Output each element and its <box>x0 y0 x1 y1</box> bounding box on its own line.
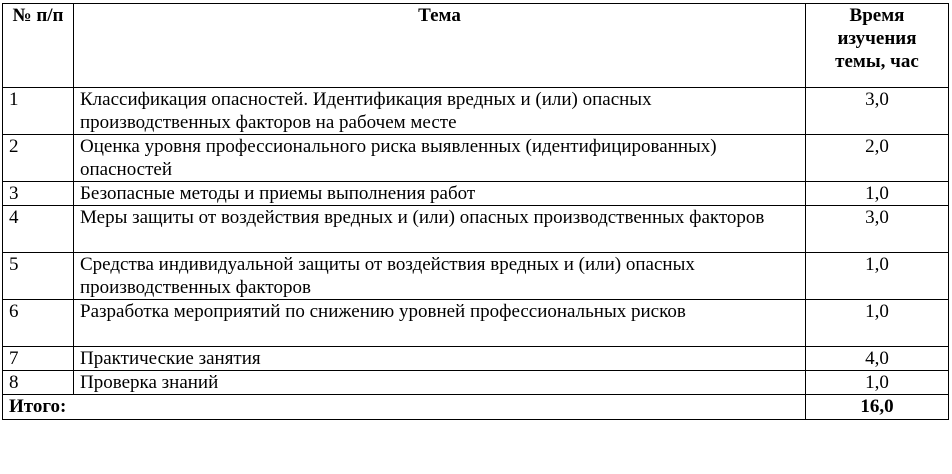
table-header-row <box>3 4 949 88</box>
total-row <box>3 395 949 420</box>
total-label: Итого: <box>3 395 806 420</box>
curriculum-table <box>2 3 949 420</box>
table-row <box>3 206 949 253</box>
row-time: 3,0 <box>806 88 949 135</box>
row-number: 4 <box>3 206 74 253</box>
row-topic: Оценка уровня профессионального риска выявленных (идентифицированных) опасностей <box>74 135 806 182</box>
row-time: 1,0 <box>806 371 949 395</box>
table-row <box>3 371 949 395</box>
header-topic: Тема <box>74 4 806 88</box>
table-row <box>3 88 949 135</box>
row-topic: Проверка знаний <box>74 371 806 395</box>
row-number: 5 <box>3 253 74 300</box>
row-number: 1 <box>3 88 74 135</box>
header-time: Время изучения темы, час <box>806 4 949 88</box>
table-row <box>3 300 949 347</box>
row-topic: Безопасные методы и приемы выполнения работ <box>74 182 806 206</box>
row-time: 3,0 <box>806 206 949 253</box>
row-number: 7 <box>3 347 74 371</box>
table-row <box>3 135 949 182</box>
row-number: 8 <box>3 371 74 395</box>
row-time: 4,0 <box>806 347 949 371</box>
row-number: 6 <box>3 300 74 347</box>
row-time: 2,0 <box>806 135 949 182</box>
table-row <box>3 182 949 206</box>
table-row <box>3 347 949 371</box>
row-topic: Средства индивидуальной защиты от воздействия вредных и (или) опасных производственных факторов <box>74 253 806 300</box>
row-time: 1,0 <box>806 300 949 347</box>
row-time: 1,0 <box>806 253 949 300</box>
table-row <box>3 253 949 300</box>
row-number: 3 <box>3 182 74 206</box>
row-topic: Классификация опасностей. Идентификация вредных и (или) опасных производственных факторов на рабочем месте <box>74 88 806 135</box>
total-value: 16,0 <box>806 395 949 420</box>
row-topic: Практические занятия <box>74 347 806 371</box>
row-topic: Разработка мероприятий по снижению уровней профессиональных рисков <box>74 300 806 347</box>
row-topic: Меры защиты от воздействия вредных и (или) опасных производственных факторов <box>74 206 806 253</box>
row-time: 1,0 <box>806 182 949 206</box>
row-number: 2 <box>3 135 74 182</box>
header-number: № п/п <box>3 4 74 88</box>
